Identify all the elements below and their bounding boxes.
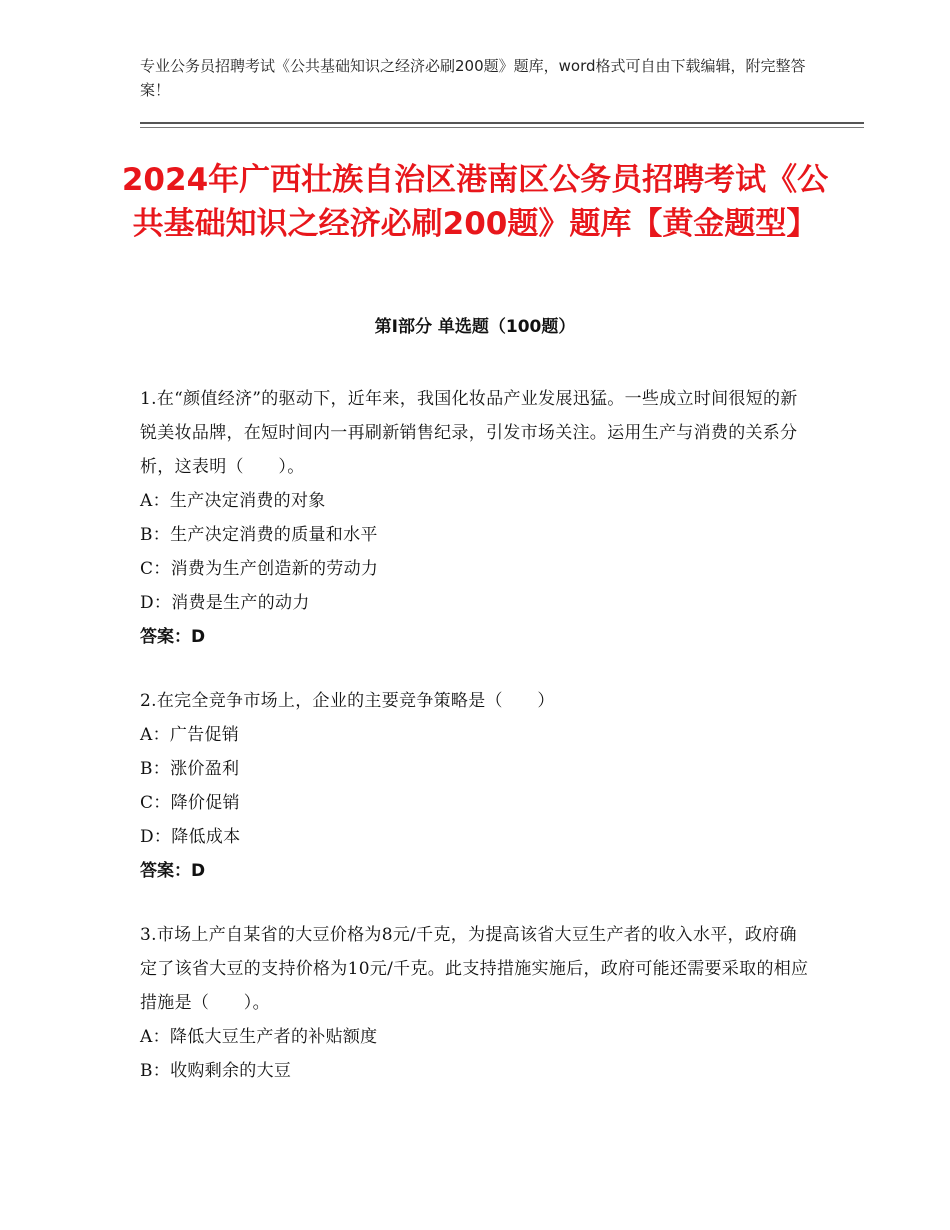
question-option: A：广告促销 (140, 725, 240, 745)
question-option: A：降低大豆生产者的补贴额度 (140, 1027, 378, 1047)
header-divider-thin (140, 127, 864, 128)
question-answer: 答案：D (140, 861, 206, 881)
question-option: C：消费为生产创造新的劳动力 (140, 559, 379, 579)
question-stem: 2.在完全竞争市场上，企业的主要竞争策略是（ ） (140, 691, 555, 711)
question-option: D：消费是生产的动力 (140, 593, 310, 613)
question-option: B：收购剩余的大豆 (140, 1061, 292, 1081)
question-answer: 答案：D (140, 627, 206, 647)
question-item (140, 684, 810, 888)
question-item (140, 918, 810, 1088)
question-option: B：生产决定消费的质量和水平 (140, 525, 378, 545)
question-item (140, 382, 810, 654)
document-title: 2024年广西壮族自治区港南区公务员招聘考试《公共基础知识之经济必刷200题》题库【黄金题型】 (121, 162, 829, 242)
header-note: 专业公务员招聘考试《公共基础知识之经济必刷200题》题库，word格式可自由下载编辑，附完整答案！ (140, 57, 806, 99)
question-option: D：降低成本 (140, 827, 241, 847)
question-option: B：涨价盈利 (140, 759, 240, 779)
question-option: C：降价促销 (140, 793, 240, 813)
question-stem: 3.市场上产自某省的大豆价格为8元/千克，为提高该省大豆生产者的收入水平，政府确定了该省大豆的支持价格为10元/千克。此支持措施实施后，政府可能还需要采取的相应措施是（ ）。 (140, 925, 809, 1013)
header-divider-thick (140, 122, 864, 124)
question-stem: 1.在“颜值经济”的驱动下，近年来，我国化妆品产业发展迅猛。一些成立时间很短的新锐美妆品牌，在短时间内一再刷新销售纪录，引发市场关注。运用生产与消费的关系分析，这表明（ ）。 (140, 389, 798, 477)
question-option: A：生产决定消费的对象 (140, 491, 326, 511)
question-list (140, 382, 810, 1118)
section-title: 第I部分 单选题（100题） (374, 317, 576, 337)
